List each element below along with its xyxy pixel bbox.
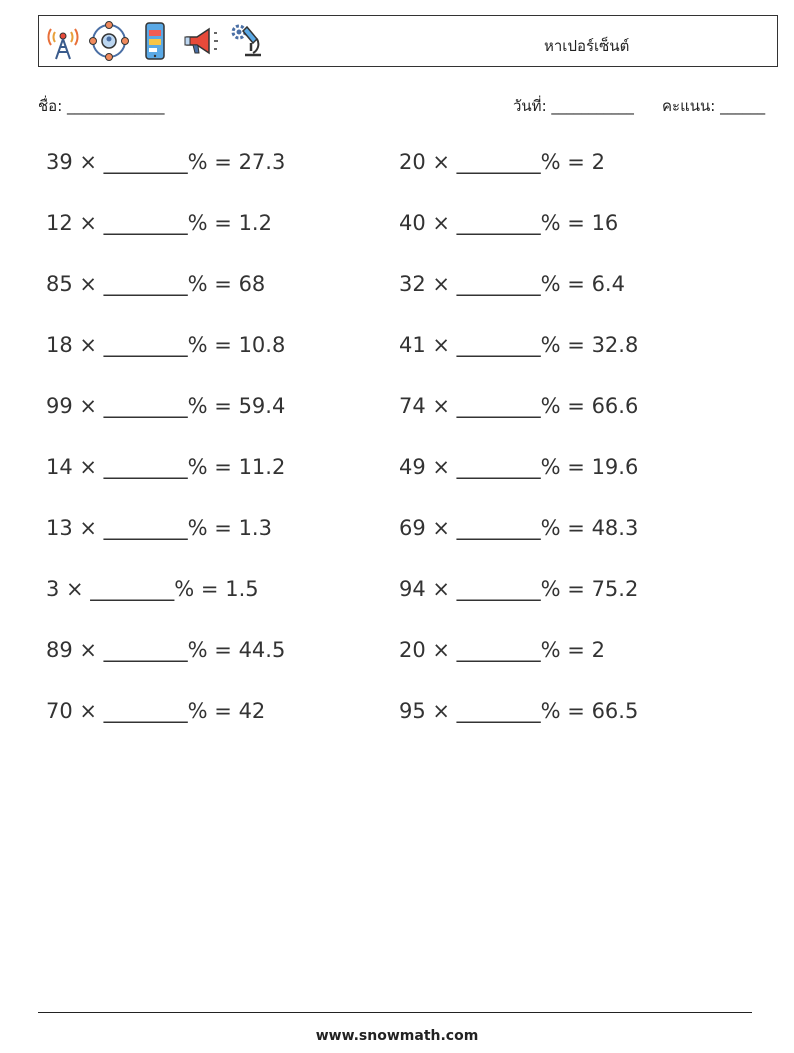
problem-left-7: 13 × ________% = 1.3 xyxy=(46,516,272,540)
problem-left-5: 99 × ________% = 59.4 xyxy=(46,394,286,418)
problem-right-6: 49 × ________% = 19.6 xyxy=(399,455,639,479)
problem-right-2: 40 × ________% = 16 xyxy=(399,211,619,235)
footer-website: www.snowmath.com xyxy=(315,1028,479,1044)
problem-right-9: 20 × ________% = 2 xyxy=(399,638,605,662)
problem-right-10: 95 × ________% = 66.5 xyxy=(399,699,639,723)
problem-left-8: 3 × ________% = 1.5 xyxy=(46,577,259,601)
problem-right-3: 32 × ________% = 6.4 xyxy=(399,272,625,296)
problem-right-1: 20 × ________% = 2 xyxy=(399,150,605,174)
footer-divider xyxy=(38,1012,752,1013)
problem-left-1: 39 × ________% = 27.3 xyxy=(46,150,286,174)
problem-left-10: 70 × ________% = 42 xyxy=(46,699,266,723)
problem-right-7: 69 × ________% = 48.3 xyxy=(399,516,639,540)
problem-right-8: 94 × ________% = 75.2 xyxy=(399,577,639,601)
name-field: ชื่อ: _____________ xyxy=(38,97,165,115)
problem-left-2: 12 × ________% = 1.2 xyxy=(46,211,272,235)
problem-right-4: 41 × ________% = 32.8 xyxy=(399,333,639,357)
problem-left-4: 18 × ________% = 10.8 xyxy=(46,333,286,357)
problem-left-6: 14 × ________% = 11.2 xyxy=(46,455,286,479)
score-field: คะแนน: ______ xyxy=(662,97,766,115)
date-field: วันที่: ___________ xyxy=(513,97,634,115)
problem-left-9: 89 × ________% = 44.5 xyxy=(46,638,286,662)
problem-right-5: 74 × ________% = 66.6 xyxy=(399,394,639,418)
problem-left-3: 85 × ________% = 68 xyxy=(46,272,266,296)
worksheet-title: หาเปอร์เซ็นต์ xyxy=(544,37,630,55)
